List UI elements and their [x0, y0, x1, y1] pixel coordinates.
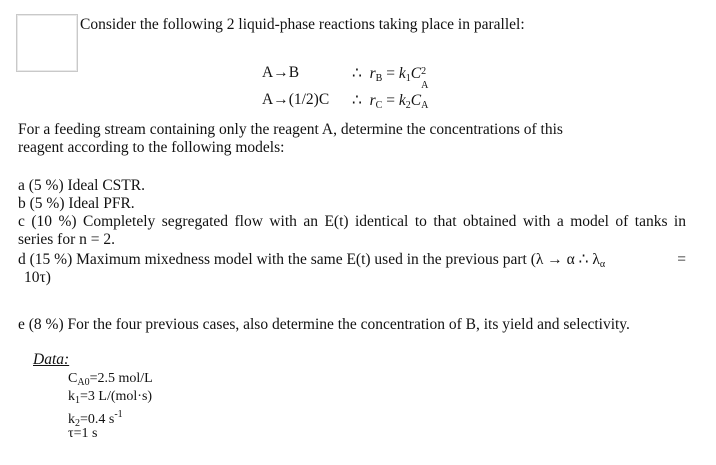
rate-subscript: B [375, 73, 383, 84]
therefore-symbol: ∴ [352, 92, 362, 109]
data-heading: Data: [33, 351, 70, 368]
k2-symbol: k [68, 412, 75, 427]
cao-value: =2.5 mol/L [89, 371, 153, 386]
reaction-1-equation [262, 64, 299, 82]
item-c-line-2: series for n = 2. [18, 231, 115, 248]
concentration-symbol: C [410, 65, 422, 82]
equals-sign: = [386, 65, 395, 82]
item-d-line-2: 10τ) [24, 269, 51, 286]
reaction-2-reactant: A [262, 91, 274, 108]
concentration-symbol: C [410, 92, 422, 109]
prompt-line-2: reagent according to the following models: [18, 139, 285, 156]
reaction-1-arrow: → [273, 64, 289, 81]
concentration-superscript: 2 [421, 66, 427, 77]
k2-superscript: -1 [114, 409, 123, 420]
intro-text: Consider the following 2 liquid-phase reactions taking place in parallel: [80, 16, 525, 33]
reaction-2-product: (1/2)C [288, 91, 330, 108]
concentration-subscript: A [421, 80, 429, 91]
item-d-line-1 [18, 251, 686, 274]
reaction-1-reactant: A [262, 64, 274, 81]
prompt-line-1: For a feeding stream containing only the reagent A, determine the concentrations of this [18, 121, 563, 138]
item-b: b (5 %) Ideal PFR. [18, 195, 135, 212]
image-placeholder-box [16, 14, 78, 72]
rate-constant-symbol: k [398, 65, 406, 82]
cao-subscript: A0 [77, 377, 90, 388]
data-tau: τ=1 s [68, 426, 98, 441]
rate-constant-symbol: k [398, 92, 406, 109]
k2-value: =0.4 s [80, 412, 115, 427]
therefore-symbol: ∴ [352, 65, 362, 82]
cao-symbol: C [68, 371, 78, 386]
k1-value: =3 L/(mol·s) [80, 389, 153, 404]
equals-sign: = [386, 92, 395, 109]
lambda-subscript: α [599, 259, 606, 270]
concentration-subscript: A [421, 100, 429, 111]
item-d-text: d (15 %) Maximum mixedness model with the same E(t) used in the previous part (λ → α ∴ λ [18, 251, 600, 268]
rate-constant-subscript: 2 [405, 100, 411, 111]
item-d-equals: = [677, 251, 686, 268]
k1-symbol: k [68, 389, 75, 404]
k1-subscript: 1 [75, 395, 80, 406]
item-c-line-1: c (10 %) Completely segregated flow with an E(t) identical to that obtained with a model of tanks in [18, 213, 686, 230]
rate-symbol: r [369, 92, 376, 109]
item-e: e (8 %) For the four previous cases, also determine the concentration of B, its yield and selectivity. [18, 316, 630, 333]
reaction-1-rate-law [352, 64, 429, 91]
rate-subscript: C [375, 100, 383, 111]
reaction-1-product: B [288, 64, 300, 81]
rate-symbol: r [369, 65, 376, 82]
reaction-2-equation [262, 91, 329, 109]
item-a: a (5 %) Ideal CSTR. [18, 177, 145, 194]
reaction-2-arrow: → [273, 91, 289, 108]
k2-subscript: 2 [75, 418, 80, 429]
rate-constant-subscript: 1 [405, 73, 411, 84]
reaction-2-rate-law [352, 91, 428, 111]
